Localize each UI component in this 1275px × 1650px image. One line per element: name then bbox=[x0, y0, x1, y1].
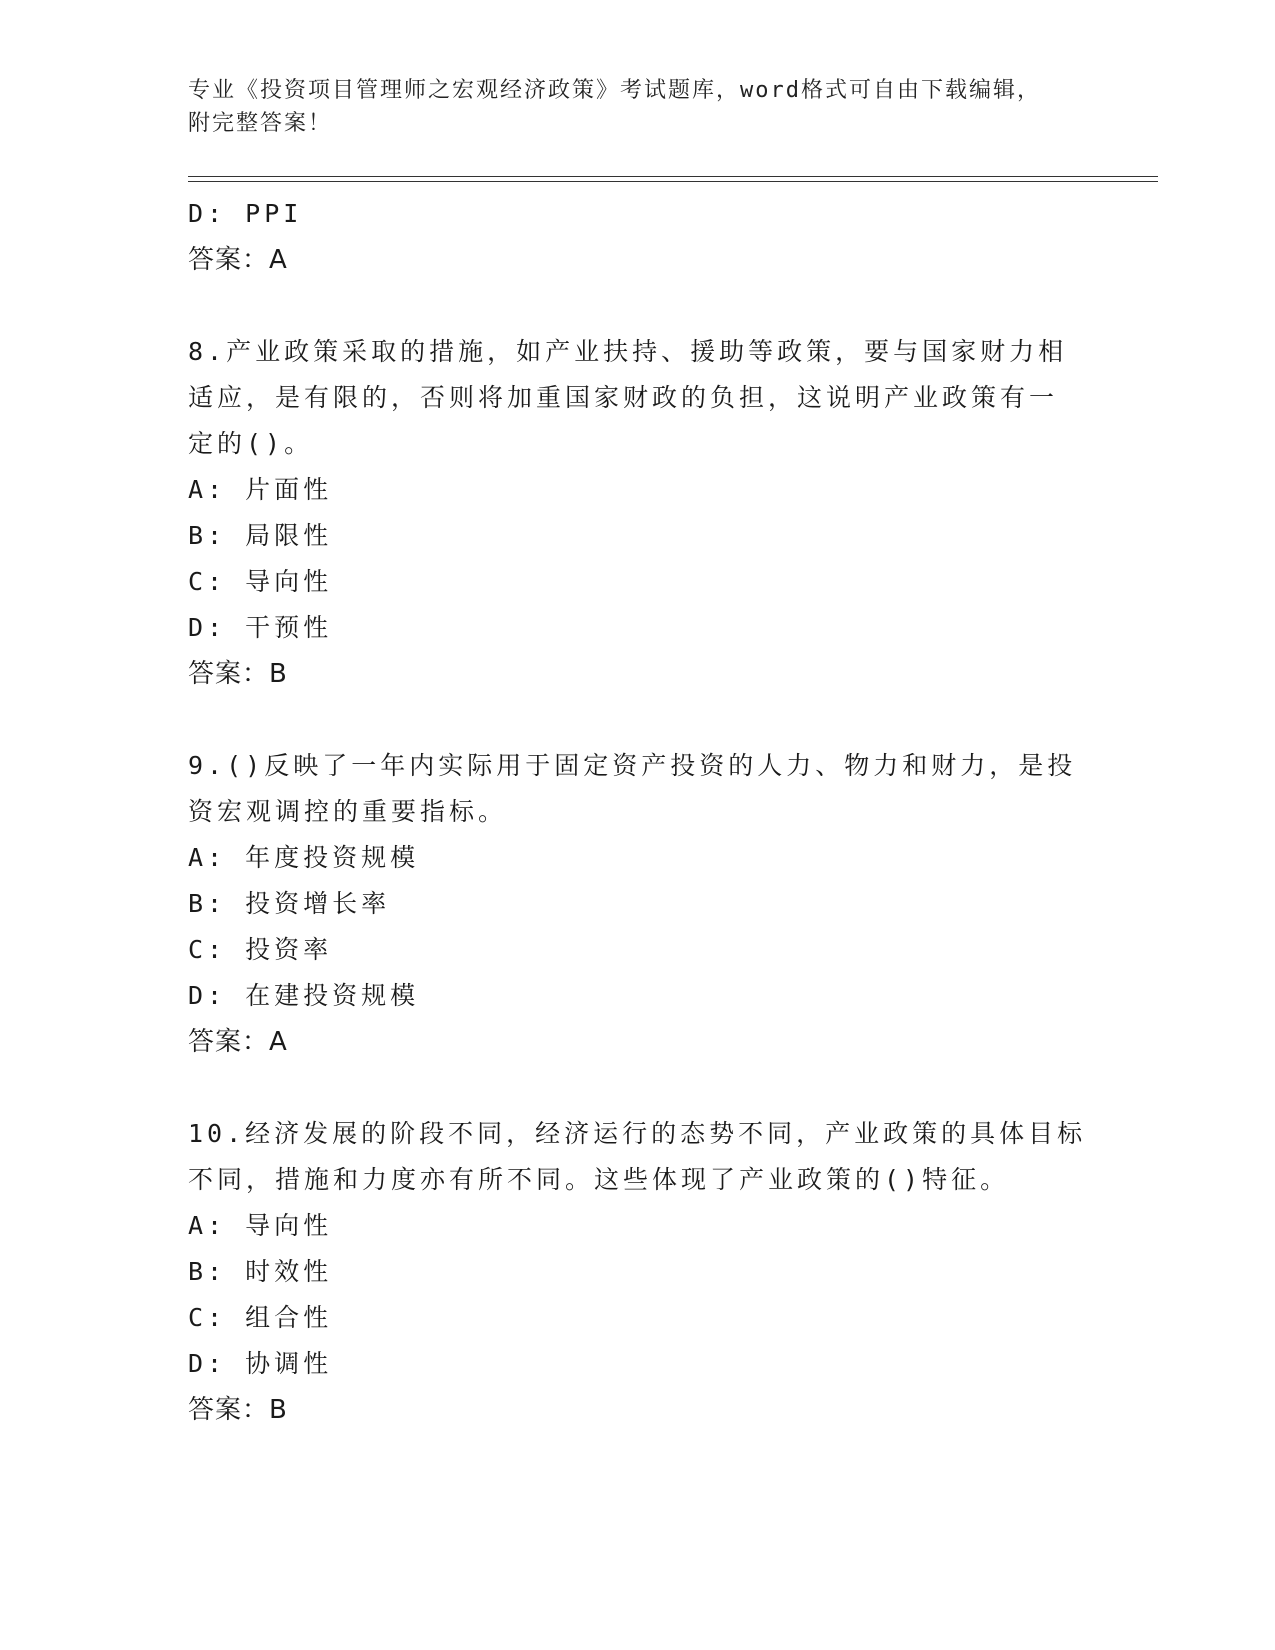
option-a: A: 导向性 bbox=[188, 1211, 333, 1240]
header-divider-top bbox=[188, 176, 1158, 177]
option-c: C: 组合性 bbox=[188, 1303, 333, 1332]
option-b: B: 时效性 bbox=[188, 1257, 333, 1286]
option-c: C: 导向性 bbox=[188, 567, 333, 596]
stem-line: 9.()反映了一年内实际用于固定资产投资的人力、物力和财力，是投 bbox=[188, 751, 1077, 780]
stem-line: 适应，是有限的，否则将加重国家财政的负担，这说明产业政策有一 bbox=[188, 383, 1059, 412]
option-d: D: 协调性 bbox=[188, 1349, 333, 1378]
answer-line: 答案：A bbox=[188, 1027, 288, 1057]
question-10 bbox=[188, 1111, 1088, 1433]
question-8 bbox=[188, 329, 1088, 697]
option-c: C: 投资率 bbox=[188, 935, 333, 964]
option-d: D: PPI bbox=[188, 199, 303, 228]
spacer bbox=[188, 1065, 1088, 1111]
document-body bbox=[188, 191, 1088, 1433]
question-stem bbox=[188, 329, 1088, 467]
header-line-2: 附完整答案！ bbox=[188, 111, 333, 136]
header-line-1: 专业《投资项目管理师之宏观经济政策》考试题库，word格式可自由下载编辑， bbox=[188, 78, 1041, 103]
stem-line: 资宏观调控的重要指标。 bbox=[188, 797, 508, 826]
header-divider-bottom bbox=[188, 181, 1158, 182]
question-stem bbox=[188, 1111, 1088, 1203]
option-d: D: 在建投资规模 bbox=[188, 981, 420, 1010]
option-a: A: 片面性 bbox=[188, 475, 333, 504]
option-d: D: 干预性 bbox=[188, 613, 333, 642]
answer-line: 答案：A bbox=[188, 245, 288, 275]
stem-line: 10.经济发展的阶段不同，经济运行的态势不同，产业政策的具体目标 bbox=[188, 1119, 1087, 1148]
option-b: B: 投资增长率 bbox=[188, 889, 391, 918]
stem-line: 不同，措施和力度亦有所不同。这些体现了产业政策的()特征。 bbox=[188, 1165, 1010, 1194]
answer-line: 答案：B bbox=[188, 659, 288, 689]
option-a: A: 年度投资规模 bbox=[188, 843, 420, 872]
question-9 bbox=[188, 743, 1088, 1065]
spacer bbox=[188, 283, 1088, 329]
answer-line: 答案：B bbox=[188, 1395, 288, 1425]
spacer bbox=[188, 697, 1088, 743]
question-stem bbox=[188, 743, 1088, 835]
stem-line: 8.产业政策采取的措施，如产业扶持、援助等政策，要与国家财力相 bbox=[188, 337, 1068, 366]
document-header bbox=[188, 74, 1088, 140]
option-b: B: 局限性 bbox=[188, 521, 333, 550]
stem-line: 定的()。 bbox=[188, 429, 314, 458]
